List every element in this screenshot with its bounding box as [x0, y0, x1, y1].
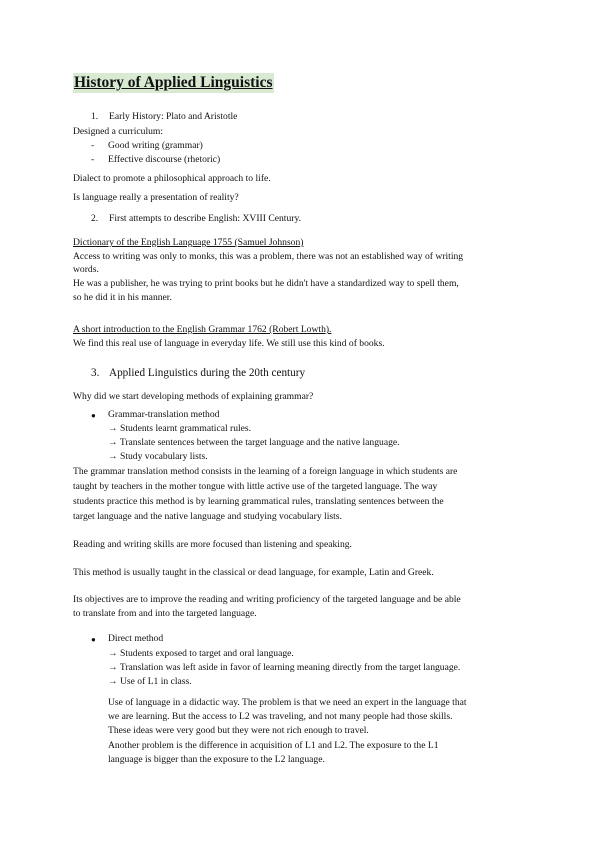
arrow-point: → Use of L1 in class. [108, 676, 192, 687]
paragraph-line: target language and the native language and studying vocabulary lists. [73, 511, 342, 522]
paragraph: We find this real use of language in everyday life. We still use this kind of books. [73, 338, 385, 349]
paragraph-line: language is bigger than the exposure to the L2 language. [108, 754, 325, 765]
paragraph-line: Access to writing was only to monks, this was a problem, there was not an established way of writing [73, 251, 464, 262]
paragraph-line: so he did it in his manner. [73, 292, 172, 303]
method-name: Grammar-translation method [108, 409, 220, 420]
list-item: Effective discourse (rhetoric) [108, 154, 221, 165]
paragraph-line: He was a publisher, he was trying to print books but he didn't have a standardized way to spell them, [73, 278, 459, 289]
document-title: History of Applied Linguistics [74, 74, 273, 91]
subsection-title: A short introduction to the English Grammar 1762 (Robert Lowth). [73, 324, 332, 335]
paragraph: Why did we start developing methods of explaining grammar? [73, 391, 314, 402]
paragraph-line: The grammar translation method consists in the learning of a foreign language in which students are [73, 466, 458, 477]
list-dash: - [91, 140, 95, 151]
paragraph-line: to translate from and into the targeted language. [73, 608, 257, 619]
paragraph-line: These ideas were very good but they were not rich enough to travel. [108, 725, 369, 736]
section-title: Early History: Plato and Aristotle [109, 111, 238, 122]
arrow-point: → Study vocabulary lists. [108, 451, 208, 462]
arrow-point: → Translation was left aside in favor of learning meaning directly from the target language. [108, 662, 461, 673]
list-item: Good writing (grammar) [108, 140, 203, 151]
arrow-point: → Students exposed to target and oral language. [108, 648, 294, 659]
section-number: 1. [91, 111, 99, 122]
method-name: Direct method [108, 633, 164, 644]
paragraph-line: Its objectives are to improve the reading and writing proficiency of the targeted language and be able [73, 594, 461, 605]
arrow-point: → Students learnt grammatical rules. [108, 423, 252, 434]
paragraph-line: students practice this method is by learning grammatical rules, translating sentences between the [73, 496, 444, 507]
paragraph: Is language really a presentation of reality? [73, 192, 239, 203]
section-title: Applied Linguistics during the 20th century [109, 367, 306, 379]
paragraph-line: words. [73, 264, 99, 275]
section-number: 2. [91, 213, 99, 224]
list-dash: - [91, 154, 95, 165]
arrow-point: → Translate sentences between the target language and the native language. [108, 437, 400, 448]
paragraph-line: taught by teachers in the mother tongue with little active use of the targeted language. The way [73, 481, 438, 492]
bullet: ● [91, 411, 96, 420]
section-1-intro: Designed a curriculum: [73, 126, 164, 137]
paragraph: Reading and writing skills are more focused than listening and speaking. [73, 539, 352, 550]
paragraph: This method is usually taught in the classical or dead language, for example, Latin and Greek. [73, 567, 434, 578]
paragraph-line: we are learning. But the access to L2 was traveling, and not many people had those skills. [108, 711, 453, 722]
subsection-title: Dictionary of the English Language 1755 (Samuel Johnson) [73, 237, 304, 248]
section-number: 3. [91, 367, 100, 379]
bullet: ● [91, 635, 96, 644]
paragraph: Dialect to promote a philosophical approach to life. [73, 173, 271, 184]
section-title: First attempts to describe English: XVIII Century. [109, 213, 302, 224]
paragraph-line: Another problem is the difference in acquisition of L1 and L2. The exposure to the L1 [108, 740, 439, 751]
paragraph-line: Use of language in a didactic way. The problem is that we need an expert in the language that [108, 697, 467, 708]
